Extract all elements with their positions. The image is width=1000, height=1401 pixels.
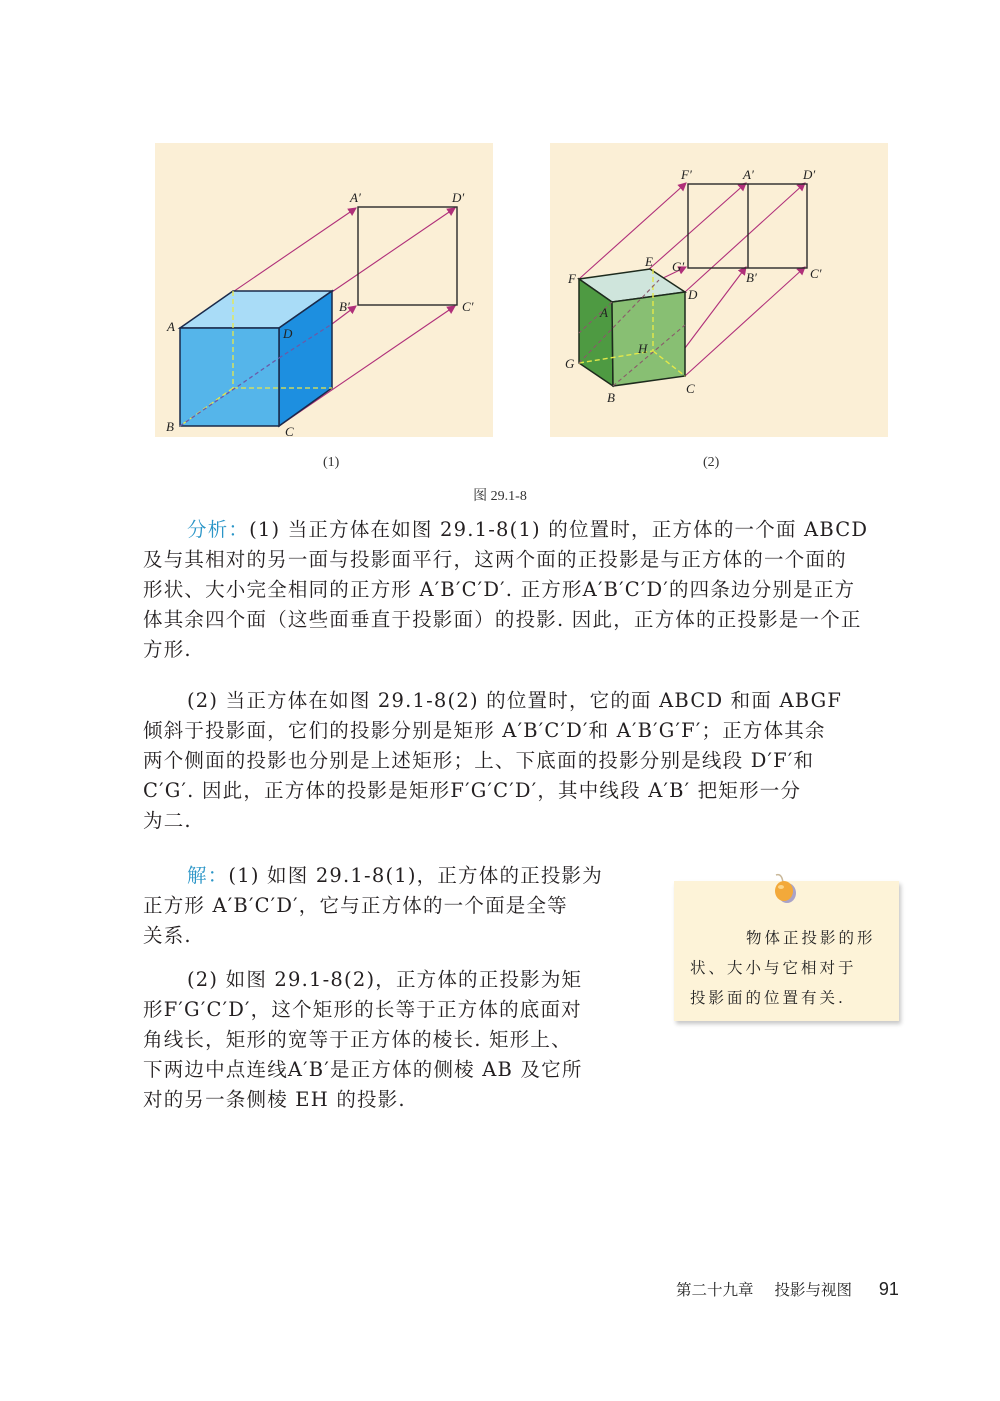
subfigure-2-label: (2)	[703, 455, 720, 470]
label-A: A	[167, 319, 175, 334]
figure-caption: 图 29.1-8	[473, 489, 527, 504]
svg-text:D′: D′	[803, 167, 816, 182]
solution-paragraph-1: 解：(1) 如图 29.1-8(1)，正方体的正投影为 正方形 A′B′C′D′，它与正方体的一个面是全等 关系.	[143, 864, 603, 947]
svg-text:D′: D′	[452, 190, 465, 205]
svg-text:F′: F′	[681, 167, 692, 182]
page-footer	[676, 1278, 899, 1300]
side-note-card	[674, 881, 899, 1021]
svg-text:G: G	[565, 356, 575, 371]
svg-text:H: H	[638, 341, 648, 356]
svg-text:D: D	[688, 287, 698, 302]
cube-projection-diagram-1	[155, 143, 493, 437]
page-number: 91	[878, 1279, 899, 1299]
svg-text:B′: B′	[746, 270, 757, 285]
analysis-label: 分析：	[187, 518, 250, 541]
svg-text:A′: A′	[350, 190, 361, 205]
chapter-title: 投影与视图	[774, 1281, 852, 1299]
solution-label: 解：	[187, 864, 229, 887]
chapter-label: 第二十九章	[676, 1281, 754, 1299]
figure-2-panel	[550, 143, 888, 437]
svg-text:C: C	[686, 381, 695, 396]
svg-text:G′: G′	[672, 259, 685, 274]
svg-text:A: A	[600, 305, 608, 320]
cube-projection-diagram-2	[550, 143, 888, 437]
svg-text:A′: A′	[743, 167, 754, 182]
analysis-paragraph-2: (2) 当正方体在如图 29.1-8(2) 的位置时，它的面 ABCD 和面 ABGF 倾斜于投影面，它们的投影分别是矩形 A′B′C′D′和 A′B′G′F′；正方体其余 两个侧面的投影也分别是上述矩形；上、下底面的投影分别是线段 D′F′和 C′G′. 因此，正方体的投影是矩形F′G′C′D′，其中线段 A′B′ 把矩形一分 为二.	[143, 689, 843, 832]
svg-text:B′: B′	[339, 299, 350, 314]
svg-text:F: F	[568, 271, 576, 286]
subfigure-1-label: (1)	[323, 455, 340, 470]
analysis-paragraph-1: 分析：(1) 当正方体在如图 29.1-8(1) 的位置时，正方体的一个面 ABCD 及与其相对的另一面与投影面平行，这两个面的正投影是与正方体的一个面的 形状、大小完全相同的正方形 A′B′C′D′. 正方形A′B′C′D′的四条边分别是正方 体其余四个面（这些面垂直于投影面）的投影. 因此，正方体的正投影是一个正 方形.	[143, 518, 869, 661]
svg-text:B: B	[607, 390, 615, 405]
side-note-text: 物体正投影的形 状、大小与它相对于 投影面的位置有关.	[690, 929, 876, 1007]
svg-text:C: C	[285, 424, 294, 437]
figure-1-panel	[155, 143, 493, 437]
svg-text:D: D	[283, 326, 293, 341]
svg-text:C′: C′	[462, 299, 474, 314]
solution-paragraph-2: (2) 如图 29.1-8(2)，正方体的正投影为矩 形F′G′C′D′，这个矩形的长等于正方体的底面对 角线长，矩形的宽等于正方体的棱长. 矩形上、 下两边中点连线A′B′是正方体的侧棱 AB 及它所 对的另一条侧棱 EH 的投影.	[143, 968, 583, 1111]
svg-text:C′: C′	[810, 266, 822, 281]
pushpin-icon	[768, 873, 804, 909]
svg-text:B: B	[166, 419, 174, 434]
svg-text:E: E	[645, 254, 653, 269]
